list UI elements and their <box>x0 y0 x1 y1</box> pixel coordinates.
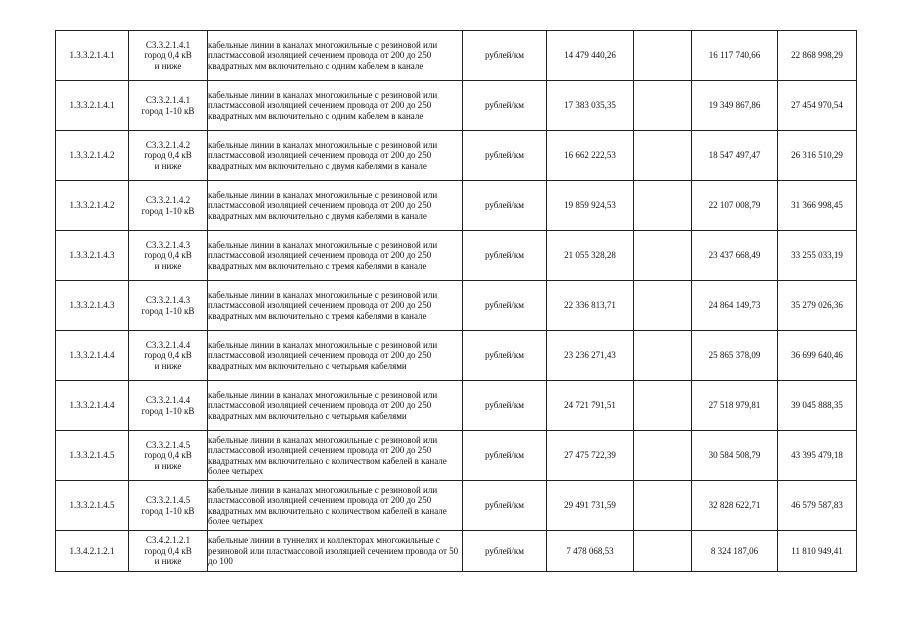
value-1-cell: 24 721 791,51 <box>547 381 634 431</box>
row-code-cell: 1.3.3.2.1.4.3 <box>56 231 129 281</box>
row-code-cell: 1.3.4.2.1.2.1 <box>56 531 129 572</box>
unit-cell: рублей/км <box>463 81 547 131</box>
table-row <box>56 231 857 281</box>
standard-code-cell: С3.3.2.1.4.1 город 1-10 кВ <box>129 81 208 131</box>
standard-code-cell: С3.3.2.1.4.4 город 1-10 кВ <box>129 381 208 431</box>
standard-code-cell: С3.3.2.1.4.5 город 1-10 кВ <box>129 481 208 531</box>
value-1-cell: 16 662 222,53 <box>547 131 634 181</box>
value-4-cell: 36 699 640,46 <box>778 331 857 381</box>
description-cell: кабельные линии в каналах многожильные с резиновой или пластмассовой изоляцией сечением провода от 200 до 250 квадратных мм включительно с количеством кабелей в канале более четырех <box>208 431 463 481</box>
standard-code-cell: С3.3.2.1.4.5 город 0,4 кВ и ниже <box>129 431 208 481</box>
value-3-cell: 30 584 508,79 <box>692 431 778 481</box>
table-row <box>56 481 857 531</box>
standard-code-cell: С3.3.2.1.4.1 город 0,4 кВ и ниже <box>129 31 208 81</box>
value-1-cell: 29 491 731,59 <box>547 481 634 531</box>
value-2-cell <box>634 431 692 481</box>
standard-code-cell: С3.4.2.1.2.1 город 0,4 кВ и ниже <box>129 531 208 572</box>
value-4-cell: 39 045 888,35 <box>778 381 857 431</box>
value-2-cell <box>634 281 692 331</box>
value-4-cell: 46 579 587,83 <box>778 481 857 531</box>
value-2-cell <box>634 381 692 431</box>
value-4-cell: 11 810 949,41 <box>778 531 857 572</box>
value-1-cell: 17 383 035,35 <box>547 81 634 131</box>
value-4-cell: 35 279 026,36 <box>778 281 857 331</box>
table-row <box>56 81 857 131</box>
description-cell: кабельные линии в каналах многожильные с резиновой или пластмассовой изоляцией сечением провода от 200 до 250 квадратных мм включительно с тремя кабелями в канале <box>208 231 463 281</box>
row-code-cell: 1.3.3.2.1.4.1 <box>56 81 129 131</box>
row-code-cell: 1.3.3.2.1.4.5 <box>56 431 129 481</box>
description-cell: кабельные линии в каналах многожильные с резиновой или пластмассовой изоляцией сечением провода от 200 до 250 квадратных мм включительно с количеством кабелей в канале более четырех <box>208 481 463 531</box>
value-1-cell: 27 475 722,39 <box>547 431 634 481</box>
value-2-cell <box>634 231 692 281</box>
unit-cell: рублей/км <box>463 481 547 531</box>
standard-code-cell: С3.3.2.1.4.4 город 0,4 кВ и ниже <box>129 331 208 381</box>
value-2-cell <box>634 31 692 81</box>
value-3-cell: 16 117 740,66 <box>692 31 778 81</box>
table-row <box>56 431 857 481</box>
value-2-cell <box>634 331 692 381</box>
table-row <box>56 331 857 381</box>
description-cell: кабельные линии в каналах многожильные с резиновой или пластмассовой изоляцией сечением провода от 200 до 250 квадратных мм включительно с одним кабелем в канале <box>208 31 463 81</box>
unit-cell: рублей/км <box>463 31 547 81</box>
table-row <box>56 131 857 181</box>
value-2-cell <box>634 181 692 231</box>
row-code-cell: 1.3.3.2.1.4.2 <box>56 131 129 181</box>
standard-code-cell: С3.3.2.1.4.3 город 0,4 кВ и ниже <box>129 231 208 281</box>
unit-cell: рублей/км <box>463 131 547 181</box>
tariff-table <box>55 30 857 572</box>
value-4-cell: 27 454 970,54 <box>778 81 857 131</box>
table-row <box>56 31 857 81</box>
value-1-cell: 21 055 328,28 <box>547 231 634 281</box>
row-code-cell: 1.3.3.2.1.4.3 <box>56 281 129 331</box>
unit-cell: рублей/км <box>463 281 547 331</box>
value-4-cell: 33 255 033,19 <box>778 231 857 281</box>
value-1-cell: 23 236 271,43 <box>547 331 634 381</box>
value-2-cell <box>634 131 692 181</box>
value-1-cell: 7 478 068,53 <box>547 531 634 572</box>
value-1-cell: 14 479 440,26 <box>547 31 634 81</box>
description-cell: кабельные линии в каналах многожильные с резиновой или пластмассовой изоляцией сечением провода от 200 до 250 квадратных мм включительно с четырьмя кабелями <box>208 331 463 381</box>
row-code-cell: 1.3.3.2.1.4.4 <box>56 381 129 431</box>
table-body <box>56 31 857 572</box>
standard-code-cell: С3.3.2.1.4.2 город 0,4 кВ и ниже <box>129 131 208 181</box>
value-3-cell: 27 518 979,81 <box>692 381 778 431</box>
description-cell: кабельные линии в каналах многожильные с резиновой или пластмассовой изоляцией сечением провода от 200 до 250 квадратных мм включительно с двумя кабелями в канале <box>208 181 463 231</box>
standard-code-cell: С3.3.2.1.4.2 город 1-10 кВ <box>129 181 208 231</box>
row-code-cell: 1.3.3.2.1.4.1 <box>56 31 129 81</box>
table-row <box>56 531 857 572</box>
value-4-cell: 26 316 510,29 <box>778 131 857 181</box>
value-3-cell: 18 547 497,47 <box>692 131 778 181</box>
value-1-cell: 22 336 813,71 <box>547 281 634 331</box>
description-cell: кабельные линии в каналах многожильные с резиновой или пластмассовой изоляцией сечением провода от 200 до 250 квадратных мм включительно с двумя кабелями в канале <box>208 131 463 181</box>
value-2-cell <box>634 531 692 572</box>
table-row <box>56 181 857 231</box>
unit-cell: рублей/км <box>463 381 547 431</box>
row-code-cell: 1.3.3.2.1.4.5 <box>56 481 129 531</box>
value-3-cell: 22 107 008,79 <box>692 181 778 231</box>
unit-cell: рублей/км <box>463 181 547 231</box>
value-3-cell: 23 437 668,49 <box>692 231 778 281</box>
value-3-cell: 8 324 187,06 <box>692 531 778 572</box>
value-4-cell: 31 366 998,45 <box>778 181 857 231</box>
table-row <box>56 281 857 331</box>
description-cell: кабельные линии в каналах многожильные с резиновой или пластмассовой изоляцией сечением провода от 200 до 250 квадратных мм включительно с тремя кабелями в канале <box>208 281 463 331</box>
table-row <box>56 381 857 431</box>
unit-cell: рублей/км <box>463 331 547 381</box>
value-4-cell: 22 868 998,29 <box>778 31 857 81</box>
description-cell: кабельные линии в каналах многожильные с резиновой или пластмассовой изоляцией сечением провода от 200 до 250 квадратных мм включительно с четырьмя кабелями <box>208 381 463 431</box>
description-cell: кабельные линии в туннелях и коллекторах многожильные с резиновой или пластмассовой изоляцией сечением провода от 50 до 100 <box>208 531 463 572</box>
row-code-cell: 1.3.3.2.1.4.4 <box>56 331 129 381</box>
value-1-cell: 19 859 924,53 <box>547 181 634 231</box>
unit-cell: рублей/км <box>463 431 547 481</box>
description-cell: кабельные линии в каналах многожильные с резиновой или пластмассовой изоляцией сечением провода от 200 до 250 квадратных мм включительно с одним кабелем в канале <box>208 81 463 131</box>
unit-cell: рублей/км <box>463 231 547 281</box>
value-3-cell: 25 865 378,09 <box>692 331 778 381</box>
row-code-cell: 1.3.3.2.1.4.2 <box>56 181 129 231</box>
standard-code-cell: С3.3.2.1.4.3 город 1-10 кВ <box>129 281 208 331</box>
value-3-cell: 32 828 622,71 <box>692 481 778 531</box>
value-2-cell <box>634 481 692 531</box>
value-4-cell: 43 395 479,18 <box>778 431 857 481</box>
value-3-cell: 19 349 867,86 <box>692 81 778 131</box>
unit-cell: рублей/км <box>463 531 547 572</box>
value-2-cell <box>634 81 692 131</box>
value-3-cell: 24 864 149,73 <box>692 281 778 331</box>
